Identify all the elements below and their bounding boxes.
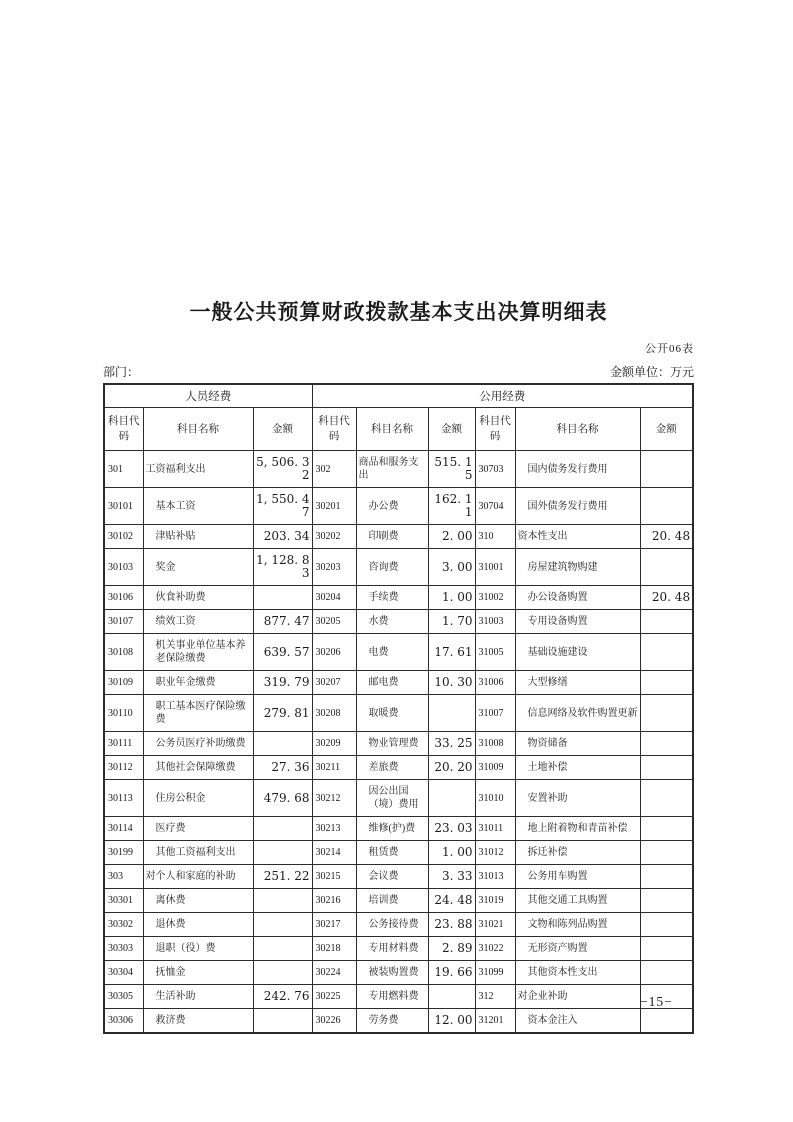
cell-subject-code: 31007 (475, 695, 515, 732)
cell-subject-name: 津贴补贴 (143, 525, 253, 549)
cell-subject-code: 30109 (104, 671, 143, 695)
cell-subject-code: 30213 (312, 817, 356, 841)
cell-subject-code: 30114 (104, 817, 143, 841)
col-header-amount-3: 金额 (640, 408, 693, 451)
col-header-name-3: 科目名称 (515, 408, 640, 451)
cell-subject-code: 31013 (475, 865, 515, 889)
col-header-code-1: 科目代码 (104, 408, 143, 451)
cell-amount (640, 732, 693, 756)
cell-subject-name: 维修(护)费 (356, 817, 428, 841)
page-number: −15− (640, 994, 673, 1009)
cell-subject-name: 劳务费 (356, 1009, 428, 1034)
table-row (104, 451, 693, 488)
cell-amount (640, 841, 693, 865)
cell-amount (640, 671, 693, 695)
cell-amount (253, 841, 312, 865)
table-row (104, 756, 693, 780)
cell-amount: 242. 76 (253, 985, 312, 1009)
table-row (104, 549, 693, 586)
cell-subject-code: 31021 (475, 913, 515, 937)
cell-amount (253, 889, 312, 913)
cell-subject-code: 30225 (312, 985, 356, 1009)
cell-subject-name: 基础设施建设 (515, 634, 640, 671)
cell-subject-code: 31099 (475, 961, 515, 985)
col-header-code-2: 科目代码 (312, 408, 356, 451)
cell-subject-name: 办公设备购置 (515, 586, 640, 610)
cell-amount (640, 634, 693, 671)
cell-amount: 17. 61 (428, 634, 475, 671)
cell-subject-name: 资本性支出 (515, 525, 640, 549)
cell-amount: 279. 81 (253, 695, 312, 732)
cell-amount: 203. 34 (253, 525, 312, 549)
cell-subject-name: 其他工资福利支出 (143, 841, 253, 865)
cell-subject-code: 30202 (312, 525, 356, 549)
cell-subject-code: 30216 (312, 889, 356, 913)
cell-amount: 24. 48 (428, 889, 475, 913)
cell-amount: 10. 30 (428, 671, 475, 695)
cell-subject-name: 因公出国（境）费用 (356, 780, 428, 817)
cell-subject-name: 印刷费 (356, 525, 428, 549)
group-public: 公用经费 (312, 384, 693, 408)
cell-subject-code: 301 (104, 451, 143, 488)
cell-subject-name: 拆迁补偿 (515, 841, 640, 865)
cell-subject-name: 电费 (356, 634, 428, 671)
cell-subject-name: 专用燃料费 (356, 985, 428, 1009)
cell-subject-name: 差旅费 (356, 756, 428, 780)
cell-subject-name: 资本金注入 (515, 1009, 640, 1034)
cell-subject-name: 奖金 (143, 549, 253, 586)
cell-amount: 33. 25 (428, 732, 475, 756)
cell-subject-code: 31022 (475, 937, 515, 961)
col-header-name-1: 科目名称 (143, 408, 253, 451)
table-row (104, 889, 693, 913)
cell-subject-name: 公务用车购置 (515, 865, 640, 889)
cell-amount (428, 780, 475, 817)
cell-subject-code: 31008 (475, 732, 515, 756)
cell-subject-name: 公务接待费 (356, 913, 428, 937)
cell-amount (640, 488, 693, 525)
cell-amount (640, 817, 693, 841)
cell-amount: 479. 68 (253, 780, 312, 817)
cell-subject-name: 其他社会保障缴费 (143, 756, 253, 780)
cell-amount (640, 756, 693, 780)
cell-subject-name: 大型修缮 (515, 671, 640, 695)
cell-subject-code: 30107 (104, 610, 143, 634)
cell-subject-code: 302 (312, 451, 356, 488)
cell-amount (640, 549, 693, 586)
unit-label: 金额单位：万元 (609, 365, 694, 379)
cell-subject-code: 31005 (475, 634, 515, 671)
cell-amount (640, 695, 693, 732)
cell-subject-name: 手续费 (356, 586, 428, 610)
cell-subject-code: 30301 (104, 889, 143, 913)
table-body (104, 451, 693, 1034)
cell-subject-name: 商品和服务支出 (356, 451, 428, 488)
table-row (104, 841, 693, 865)
cell-subject-code: 30306 (104, 1009, 143, 1034)
cell-subject-name: 离休费 (143, 889, 253, 913)
cell-subject-code: 31001 (475, 549, 515, 586)
cell-subject-code: 31012 (475, 841, 515, 865)
cell-amount: 20. 48 (640, 525, 693, 549)
page-title: 一般公共预算财政拨款基本支出决算明细表 (189, 301, 608, 324)
cell-subject-code: 30224 (312, 961, 356, 985)
cell-subject-code: 30102 (104, 525, 143, 549)
table-row (104, 610, 693, 634)
cell-subject-name: 租赁费 (356, 841, 428, 865)
cell-subject-code: 31019 (475, 889, 515, 913)
cell-subject-code: 30207 (312, 671, 356, 695)
cell-subject-name: 绩效工资 (143, 610, 253, 634)
cell-subject-code: 30113 (104, 780, 143, 817)
cell-subject-name: 邮电费 (356, 671, 428, 695)
table-row (104, 817, 693, 841)
cell-subject-code: 30103 (104, 549, 143, 586)
cell-subject-code: 31006 (475, 671, 515, 695)
cell-amount (640, 451, 693, 488)
cell-subject-name: 退职（役）费 (143, 937, 253, 961)
cell-subject-code: 30204 (312, 586, 356, 610)
cell-amount: 19. 66 (428, 961, 475, 985)
cell-amount (253, 1009, 312, 1034)
cell-amount: 20. 48 (640, 586, 693, 610)
cell-subject-code: 30304 (104, 961, 143, 985)
cell-subject-code: 310 (475, 525, 515, 549)
table-row (104, 488, 693, 525)
cell-amount (640, 1009, 693, 1034)
cell-amount (253, 913, 312, 937)
cell-subject-code: 312 (475, 985, 515, 1009)
cell-amount: 1. 00 (428, 586, 475, 610)
cell-amount: 27. 36 (253, 756, 312, 780)
table-row (104, 780, 693, 817)
table-row (104, 634, 693, 671)
cell-amount: 639. 57 (253, 634, 312, 671)
group-header-row (104, 384, 693, 408)
cell-subject-name: 住房公积金 (143, 780, 253, 817)
cell-subject-name: 公务员医疗补助缴费 (143, 732, 253, 756)
cell-subject-code: 30199 (104, 841, 143, 865)
cell-subject-code: 31002 (475, 586, 515, 610)
cell-subject-name: 其他资本性支出 (515, 961, 640, 985)
cell-amount: 1. 00 (428, 841, 475, 865)
cell-subject-code: 30211 (312, 756, 356, 780)
cell-subject-name: 专用设备购置 (515, 610, 640, 634)
table-row (104, 865, 693, 889)
cell-subject-code: 30205 (312, 610, 356, 634)
cell-amount: 23. 03 (428, 817, 475, 841)
cell-subject-code: 31003 (475, 610, 515, 634)
col-header-code-3: 科目代码 (475, 408, 515, 451)
cell-subject-code: 31010 (475, 780, 515, 817)
cell-subject-name: 生活补助 (143, 985, 253, 1009)
cell-subject-code: 30302 (104, 913, 143, 937)
table-row (104, 671, 693, 695)
table-row (104, 732, 693, 756)
cell-subject-name: 国外债务发行费用 (515, 488, 640, 525)
cell-subject-code: 30208 (312, 695, 356, 732)
cell-amount (640, 937, 693, 961)
cell-amount: 5, 506. 32 (253, 451, 312, 488)
meta-row (103, 363, 694, 380)
cell-subject-name: 培训费 (356, 889, 428, 913)
table-row (104, 985, 693, 1009)
cell-amount: 3. 33 (428, 865, 475, 889)
cell-subject-code: 30110 (104, 695, 143, 732)
cell-subject-name: 无形资产购置 (515, 937, 640, 961)
table-row (104, 586, 693, 610)
cell-subject-code: 30101 (104, 488, 143, 525)
department-label: 部门： (103, 365, 140, 379)
cell-subject-code: 303 (104, 865, 143, 889)
cell-amount: 162. 11 (428, 488, 475, 525)
cell-subject-name: 对企业补助 (515, 985, 640, 1009)
cell-subject-name: 其他交通工具购置 (515, 889, 640, 913)
cell-amount (640, 913, 693, 937)
cell-subject-name: 物业管理费 (356, 732, 428, 756)
col-header-name-2: 科目名称 (356, 408, 428, 451)
cell-subject-name: 基本工资 (143, 488, 253, 525)
cell-subject-name: 信息网络及软件购置更新 (515, 695, 640, 732)
cell-subject-name: 救济费 (143, 1009, 253, 1034)
cell-amount (640, 780, 693, 817)
cell-amount: 3. 00 (428, 549, 475, 586)
cell-subject-code: 30214 (312, 841, 356, 865)
cell-subject-name: 对个人和家庭的补助 (143, 865, 253, 889)
cell-subject-name: 国内债务发行费用 (515, 451, 640, 488)
cell-subject-code: 30215 (312, 865, 356, 889)
cell-amount: 23. 88 (428, 913, 475, 937)
cell-subject-name: 会议费 (356, 865, 428, 889)
col-header-amount-1: 金额 (253, 408, 312, 451)
cell-amount: 20. 20 (428, 756, 475, 780)
cell-subject-name: 医疗费 (143, 817, 253, 841)
table-row (104, 695, 693, 732)
cell-subject-name: 伙食补助费 (143, 586, 253, 610)
cell-subject-name: 土地补偿 (515, 756, 640, 780)
cell-subject-code: 30111 (104, 732, 143, 756)
cell-amount: 319. 79 (253, 671, 312, 695)
cell-subject-name: 地上附着物和青苗补偿 (515, 817, 640, 841)
table-row (104, 913, 693, 937)
cell-amount (640, 865, 693, 889)
cell-subject-code: 30217 (312, 913, 356, 937)
col-header-amount-2: 金额 (428, 408, 475, 451)
cell-amount: 515. 15 (428, 451, 475, 488)
group-personnel: 人员经费 (104, 384, 312, 408)
cell-subject-name: 抚恤金 (143, 961, 253, 985)
cell-subject-name: 房屋建筑物购建 (515, 549, 640, 586)
column-header-row (104, 408, 693, 451)
cell-subject-name: 职工基本医疗保险缴费 (143, 695, 253, 732)
cell-subject-name: 水费 (356, 610, 428, 634)
cell-amount (428, 985, 475, 1009)
cell-amount (253, 937, 312, 961)
cell-subject-name: 工资福利支出 (143, 451, 253, 488)
cell-subject-name: 文物和陈列品购置 (515, 913, 640, 937)
sheet-code: 公开06表 (645, 343, 694, 355)
cell-subject-name: 职业年金缴费 (143, 671, 253, 695)
cell-amount (253, 732, 312, 756)
cell-amount: 877. 47 (253, 610, 312, 634)
cell-subject-code: 31201 (475, 1009, 515, 1034)
table-row (104, 525, 693, 549)
cell-amount (640, 961, 693, 985)
cell-subject-code: 30203 (312, 549, 356, 586)
cell-subject-code: 30108 (104, 634, 143, 671)
table-row (104, 1009, 693, 1034)
cell-subject-code: 30201 (312, 488, 356, 525)
cell-subject-name: 物资储备 (515, 732, 640, 756)
cell-amount: 1, 550. 47 (253, 488, 312, 525)
cell-amount (640, 889, 693, 913)
cell-amount: 2. 89 (428, 937, 475, 961)
cell-subject-code: 30305 (104, 985, 143, 1009)
budget-table (103, 383, 694, 1034)
cell-subject-code: 30106 (104, 586, 143, 610)
cell-subject-code: 30218 (312, 937, 356, 961)
cell-amount (253, 817, 312, 841)
cell-amount: 251. 22 (253, 865, 312, 889)
cell-subject-code: 30303 (104, 937, 143, 961)
cell-subject-code: 30703 (475, 451, 515, 488)
table-row (104, 937, 693, 961)
table-row (104, 961, 693, 985)
cell-subject-code: 30209 (312, 732, 356, 756)
cell-subject-name: 被装购置费 (356, 961, 428, 985)
cell-subject-code: 30112 (104, 756, 143, 780)
cell-subject-code: 30206 (312, 634, 356, 671)
cell-amount: 2. 00 (428, 525, 475, 549)
cell-subject-code: 30704 (475, 488, 515, 525)
cell-subject-code: 30212 (312, 780, 356, 817)
cell-subject-name: 专用材料费 (356, 937, 428, 961)
cell-amount: 1. 70 (428, 610, 475, 634)
sheet (103, 296, 694, 1034)
cell-subject-name: 退休费 (143, 913, 253, 937)
cell-amount (253, 961, 312, 985)
cell-amount: 1, 128. 83 (253, 549, 312, 586)
cell-subject-code: 31009 (475, 756, 515, 780)
cell-amount (428, 695, 475, 732)
cell-amount (640, 610, 693, 634)
cell-amount: 12. 00 (428, 1009, 475, 1034)
cell-subject-name: 取暖费 (356, 695, 428, 732)
cell-subject-name: 安置补助 (515, 780, 640, 817)
cell-amount (253, 586, 312, 610)
cell-subject-name: 办公费 (356, 488, 428, 525)
cell-subject-code: 31011 (475, 817, 515, 841)
cell-subject-code: 30226 (312, 1009, 356, 1034)
cell-subject-name: 机关事业单位基本养老保险缴费 (143, 634, 253, 671)
cell-subject-name: 咨询费 (356, 549, 428, 586)
